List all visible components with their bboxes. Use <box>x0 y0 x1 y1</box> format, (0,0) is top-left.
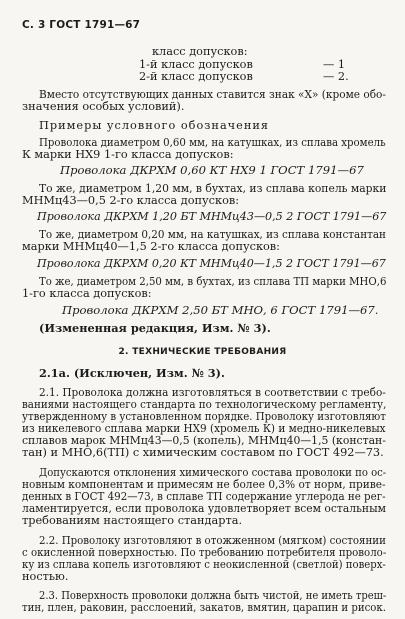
deviation-line: денных в ГОСТ 492—73, в сплаве ТП содержание углерода не рег- <box>22 490 386 503</box>
clause-line: тан) и МНО,6(ТП) с химическим составом по ГОСТ 492—73. <box>22 446 384 459</box>
example-designation: Проволока ДКРХМ 1,20 БТ МНМц43—0,5 2 ГОСТ 1791—67 <box>37 209 387 223</box>
page-header: С. 3 ГОСТ 1791—67 <box>22 19 141 31</box>
clause-line: 2.1. Проволока должна изготовляться в соответствии с требо- <box>39 386 386 399</box>
deviation-line: новным компонентам и примесям не более 0,3% от норм, приве- <box>22 478 386 491</box>
example-line: МНМц43—0,5 2-го класса допусков: <box>22 194 240 207</box>
deviation-line: требованиям настоящего стандарта. <box>22 514 243 527</box>
tolerance-item-label: 1-й класс допусков <box>139 58 253 71</box>
note-line: Вместо отсутствующих данных ставится знак «X» (кроме обо- <box>39 88 386 101</box>
example-designation: Проволока ДКРХМ 0,20 КТ МНМц40—1,5 2 ГОСТ 1791—67 <box>37 256 386 270</box>
clause-line: 2.2. Проволоку изготовляют в отожженном (мягком) состоянии <box>39 534 386 547</box>
tolerance-list-title: класс допусков: <box>152 45 248 58</box>
clause-2-1a: 2.1а. (Исключен, Изм. № 3). <box>39 366 225 380</box>
note-line: значения особых условий). <box>22 100 185 113</box>
clause-line: 2.3. Поверхность проволоки должна быть чистой, не иметь треш- <box>39 589 387 602</box>
example-line: 1-го класса допусков: <box>22 287 152 300</box>
deviation-line: Допускаются отклонения химического состава проволоки по ос- <box>39 466 387 479</box>
example-line: марки МНМц40—1,5 2-го класса допусков: <box>22 240 280 253</box>
clause-line: ваниями настоящего стандарта по технологическому регламенту, <box>22 398 387 411</box>
deviation-line: ламентируется, если проволока удовлетворяет всем остальным <box>22 502 386 515</box>
section-title: 2. ТЕХНИЧЕСКИЕ ТРЕБОВАНИЯ <box>118 347 287 357</box>
examples-heading: Примеры условного обозначения <box>39 119 270 132</box>
example-line: То же, диаметром 0,20 мм, на катушках, из сплава константан <box>39 228 386 241</box>
clause-line: с окисленной поверхностью. По требованию потребителя проволо- <box>22 546 387 559</box>
clause-line: ку из сплава копель изготовляют с неокисленной (светлой) поверх- <box>22 558 386 571</box>
tolerance-item-label: 2-й класс допусков <box>139 70 253 83</box>
example-designation: Проволока ДКРХМ 2,50 БТ МНО, 6 ГОСТ 1791—67. <box>62 303 379 317</box>
clause-line: ностью. <box>22 570 69 583</box>
example-line: То же, диаметром 1,20 мм, в бухтах, из сплава копель марки <box>39 182 387 195</box>
example-line: То же, диаметром 2,50 мм, в бухтах, из сплава ТП марки МНО,6 <box>39 275 387 288</box>
revision-note: (Измененная редакция, Изм. № 3). <box>39 321 271 335</box>
clause-line: тин, плен, раковин, расслоений, закатов, вмятин, царапин и рисок. <box>22 601 386 614</box>
example-line: Проволока диаметром 0,60 мм, на катушках, из сплава хромель <box>39 136 386 149</box>
clause-line: из никелевого сплава марки НХ9 (хромель К) и медно-никелевых <box>22 422 386 435</box>
tolerance-item-value: — 1 <box>323 58 346 71</box>
example-designation: Проволока ДКРХМ 0,60 КТ НХ9 1 ГОСТ 1791—67 <box>60 163 364 177</box>
clause-line: сплавов марок МНМц43—0,5 (копель), МНМц40—1,5 (констан- <box>22 434 386 447</box>
clause-line: утвержденному в установленном порядке. Проволоку изготовляют <box>22 410 386 423</box>
tolerance-item-value: — 2. <box>323 70 349 83</box>
example-line: К марки НХ9 1-го класса допусков: <box>22 148 234 161</box>
